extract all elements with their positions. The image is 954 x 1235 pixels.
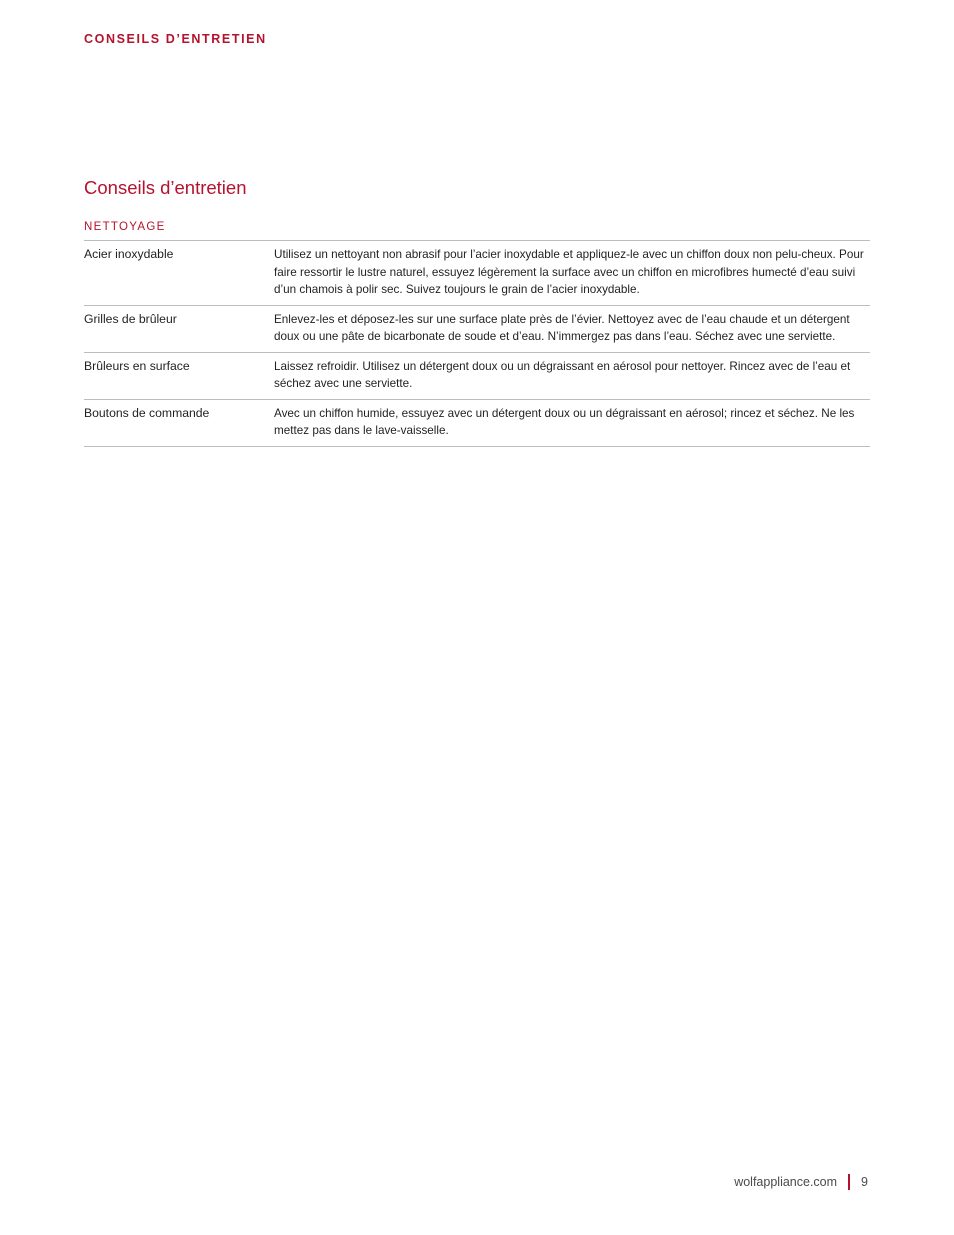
- footer-divider: [848, 1174, 850, 1190]
- page-number: 9: [861, 1175, 868, 1189]
- footer-website: wolfappliance.com: [734, 1175, 838, 1189]
- table-row: [84, 400, 870, 447]
- care-item-label: Brûleurs en surface: [84, 358, 190, 373]
- care-item-label: Acier inoxydable: [84, 247, 174, 261]
- section-label: NETTOYAGE: [84, 221, 166, 233]
- care-item-description: Laissez refroidir. Utilisez un détergent doux ou un dégraissant en aérosol pour nettoyer. Rincez avec de l’eau et séchez avec une serviette.: [274, 359, 851, 390]
- care-item-label: Boutons de commande: [84, 405, 210, 420]
- table-row: [84, 241, 870, 306]
- care-item-label: Grilles de brûleur: [84, 311, 177, 326]
- care-item-description: Avec un chiffon humide, essuyez avec un détergent doux ou un dégraissant en aérosol; rincez et séchez. Ne les mettez pas dans le lave-vaisselle.: [274, 406, 855, 437]
- care-item-description: Enlevez-les et déposez-les sur une surface plate près de l’évier. Nettoyez avec de l’eau chaude et un détergent doux ou une pâte de bicarbonate de soude et d’eau. N’immergez pas dans l’eau. Séchez avec une serviette.: [274, 312, 850, 343]
- table-row: [84, 353, 870, 400]
- care-item-description: Utilisez un nettoyant non abrasif pour l’acier inoxydable et appliquez-le avec un chiffon doux non pelu-cheux. Pour faire ressortir le lustre naturel, essuyez légèrement la surface avec un chiffon en microfibres humecté d’eau suivi d’un chamois à polir sec. Suivez toujours le grain de l’acier inoxydable.: [274, 248, 864, 296]
- footer: [734, 1174, 868, 1190]
- care-table: [84, 240, 870, 447]
- running-header: CONSEILS D’ENTRETIEN: [84, 32, 267, 46]
- page-title: Conseils d’entretien: [84, 177, 247, 198]
- table-row: [84, 306, 870, 353]
